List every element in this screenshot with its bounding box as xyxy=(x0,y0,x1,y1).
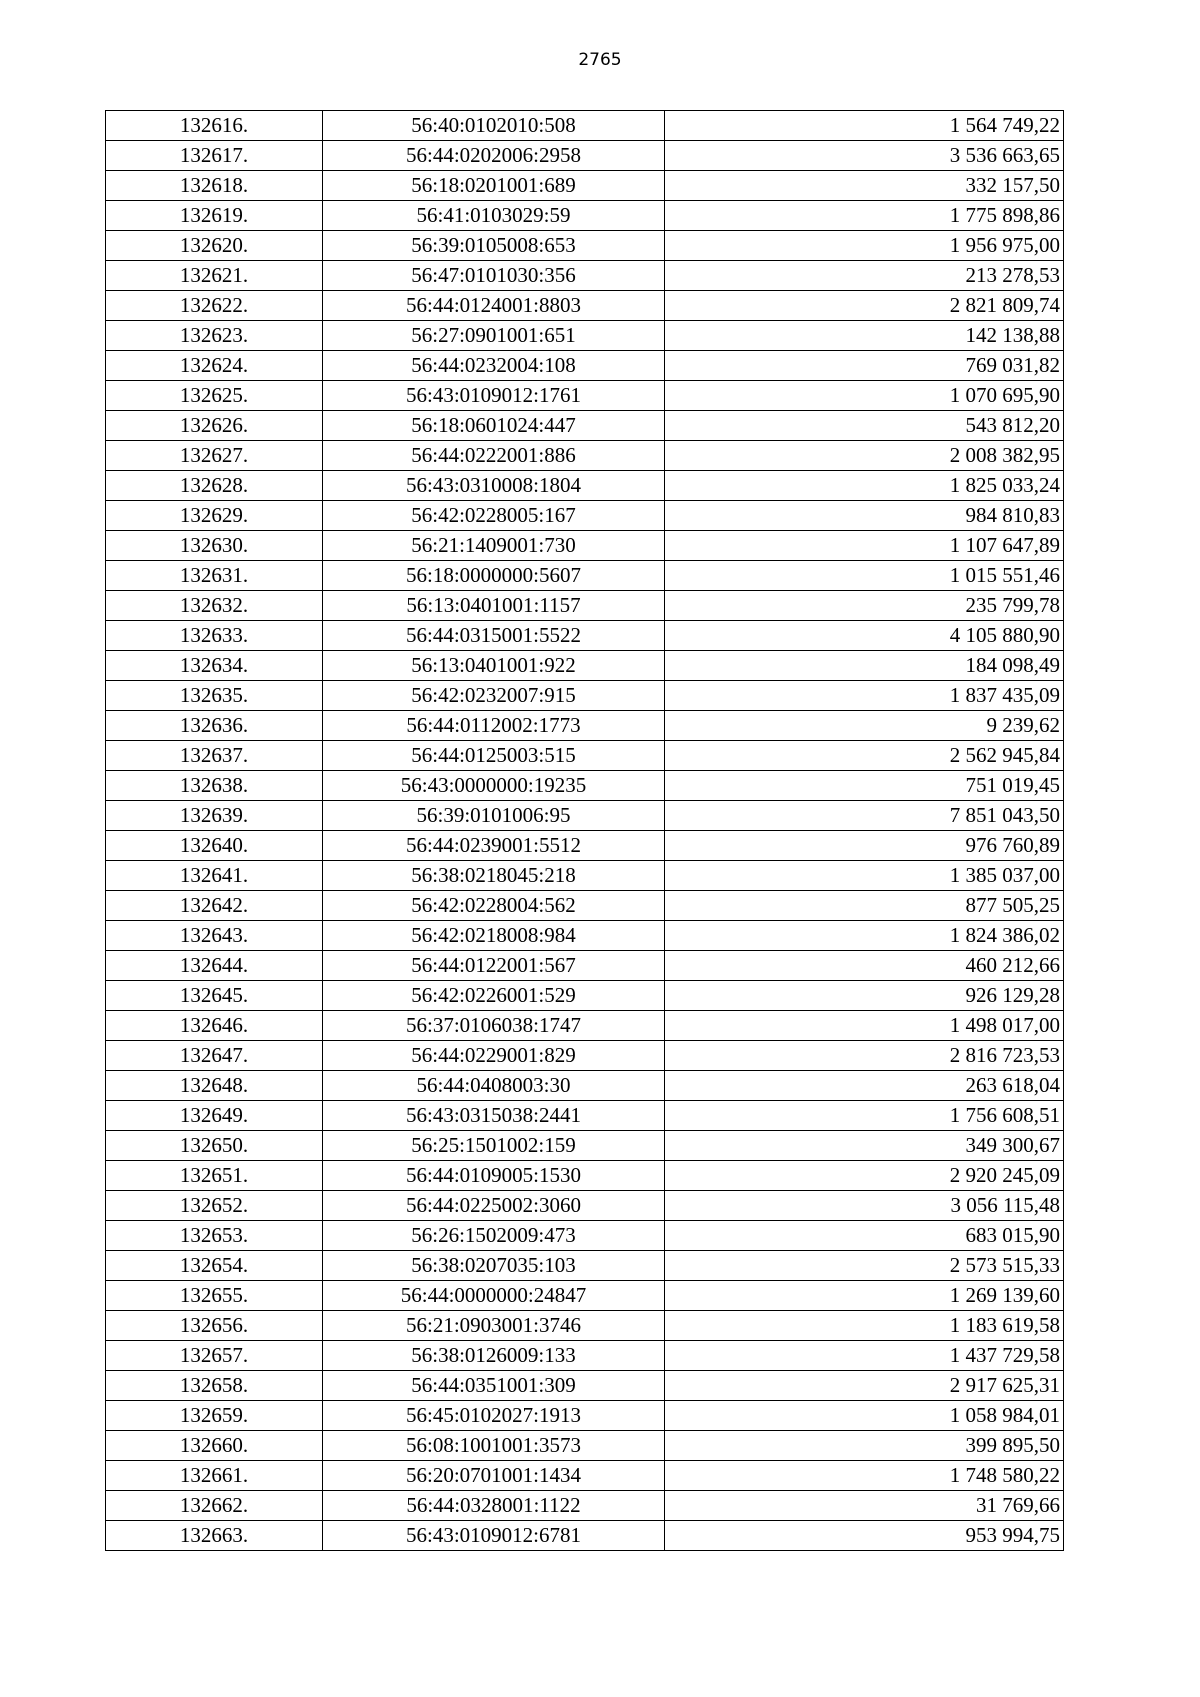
row-number-cell: 132626. xyxy=(106,411,323,441)
value-cell: 1 756 608,51 xyxy=(665,1101,1064,1131)
cadastral-number-cell: 56:13:0401001:922 xyxy=(323,651,665,681)
row-number-cell: 132660. xyxy=(106,1431,323,1461)
table-row xyxy=(106,1041,1064,1071)
row-number-cell: 132659. xyxy=(106,1401,323,1431)
value-cell: 7 851 043,50 xyxy=(665,801,1064,831)
table-row xyxy=(106,681,1064,711)
cadastral-number-cell: 56:43:0109012:1761 xyxy=(323,381,665,411)
row-number-cell: 132641. xyxy=(106,861,323,891)
value-cell: 1 824 386,02 xyxy=(665,921,1064,951)
value-cell: 31 769,66 xyxy=(665,1491,1064,1521)
row-number-cell: 132616. xyxy=(106,111,323,141)
row-number-cell: 132623. xyxy=(106,321,323,351)
table-row xyxy=(106,231,1064,261)
row-number-cell: 132620. xyxy=(106,231,323,261)
cadastral-number-cell: 56:13:0401001:1157 xyxy=(323,591,665,621)
value-cell: 1 058 984,01 xyxy=(665,1401,1064,1431)
row-number-cell: 132649. xyxy=(106,1101,323,1131)
value-cell: 1 437 729,58 xyxy=(665,1341,1064,1371)
cadastral-number-cell: 56:39:0101006:95 xyxy=(323,801,665,831)
table-row xyxy=(106,981,1064,1011)
value-cell: 1 385 037,00 xyxy=(665,861,1064,891)
page-number: 2765 xyxy=(578,50,622,70)
cadastral-number-cell: 56:38:0126009:133 xyxy=(323,1341,665,1371)
table-row xyxy=(106,1221,1064,1251)
value-cell: 1 837 435,09 xyxy=(665,681,1064,711)
table-row xyxy=(106,381,1064,411)
cadastral-number-cell: 56:39:0105008:653 xyxy=(323,231,665,261)
cadastral-number-cell: 56:25:1501002:159 xyxy=(323,1131,665,1161)
value-cell: 683 015,90 xyxy=(665,1221,1064,1251)
row-number-cell: 132629. xyxy=(106,501,323,531)
table-row xyxy=(106,1191,1064,1221)
table-row xyxy=(106,471,1064,501)
row-number-cell: 132658. xyxy=(106,1371,323,1401)
row-number-cell: 132632. xyxy=(106,591,323,621)
table-row xyxy=(106,741,1064,771)
table-row xyxy=(106,291,1064,321)
value-cell: 1 107 647,89 xyxy=(665,531,1064,561)
cadastral-number-cell: 56:42:0226001:529 xyxy=(323,981,665,1011)
row-number-cell: 132640. xyxy=(106,831,323,861)
row-number-cell: 132644. xyxy=(106,951,323,981)
value-cell: 263 618,04 xyxy=(665,1071,1064,1101)
table-row xyxy=(106,1281,1064,1311)
row-number-cell: 132654. xyxy=(106,1251,323,1281)
table-row xyxy=(106,1491,1064,1521)
row-number-cell: 132642. xyxy=(106,891,323,921)
row-number-cell: 132647. xyxy=(106,1041,323,1071)
row-number-cell: 132619. xyxy=(106,201,323,231)
cadastral-value-table xyxy=(105,110,1064,1551)
table-row xyxy=(106,651,1064,681)
row-number-cell: 132618. xyxy=(106,171,323,201)
cadastral-number-cell: 56:44:0351001:309 xyxy=(323,1371,665,1401)
row-number-cell: 132657. xyxy=(106,1341,323,1371)
table-row xyxy=(106,321,1064,351)
row-number-cell: 132624. xyxy=(106,351,323,381)
table-row xyxy=(106,1371,1064,1401)
value-cell: 751 019,45 xyxy=(665,771,1064,801)
value-cell: 2 920 245,09 xyxy=(665,1161,1064,1191)
value-cell: 976 760,89 xyxy=(665,831,1064,861)
cadastral-number-cell: 56:43:0315038:2441 xyxy=(323,1101,665,1131)
value-cell: 1 183 619,58 xyxy=(665,1311,1064,1341)
value-cell: 1 269 139,60 xyxy=(665,1281,1064,1311)
cadastral-number-cell: 56:08:1001001:3573 xyxy=(323,1431,665,1461)
table-row xyxy=(106,111,1064,141)
table-row xyxy=(106,591,1064,621)
row-number-cell: 132661. xyxy=(106,1461,323,1491)
table-row xyxy=(106,141,1064,171)
row-number-cell: 132655. xyxy=(106,1281,323,1311)
value-cell: 2 573 515,33 xyxy=(665,1251,1064,1281)
cadastral-number-cell: 56:40:0102010:508 xyxy=(323,111,665,141)
table-row xyxy=(106,1431,1064,1461)
cadastral-number-cell: 56:38:0218045:218 xyxy=(323,861,665,891)
row-number-cell: 132622. xyxy=(106,291,323,321)
table-row xyxy=(106,1311,1064,1341)
table-row xyxy=(106,861,1064,891)
cadastral-number-cell: 56:44:0239001:5512 xyxy=(323,831,665,861)
row-number-cell: 132648. xyxy=(106,1071,323,1101)
row-number-cell: 132621. xyxy=(106,261,323,291)
cadastral-number-cell: 56:44:0000000:24847 xyxy=(323,1281,665,1311)
table-row xyxy=(106,1401,1064,1431)
row-number-cell: 132628. xyxy=(106,471,323,501)
cadastral-number-cell: 56:44:0222001:886 xyxy=(323,441,665,471)
value-cell: 1 825 033,24 xyxy=(665,471,1064,501)
table-row xyxy=(106,1341,1064,1371)
value-cell: 1 775 898,86 xyxy=(665,201,1064,231)
cadastral-number-cell: 56:42:0228004:562 xyxy=(323,891,665,921)
table-row xyxy=(106,1011,1064,1041)
value-cell: 3 536 663,65 xyxy=(665,141,1064,171)
row-number-cell: 132643. xyxy=(106,921,323,951)
cadastral-number-cell: 56:44:0315001:5522 xyxy=(323,621,665,651)
cadastral-number-cell: 56:42:0232007:915 xyxy=(323,681,665,711)
value-cell: 953 994,75 xyxy=(665,1521,1064,1551)
cadastral-number-cell: 56:42:0228005:167 xyxy=(323,501,665,531)
row-number-cell: 132650. xyxy=(106,1131,323,1161)
cadastral-number-cell: 56:37:0106038:1747 xyxy=(323,1011,665,1041)
cadastral-number-cell: 56:44:0112002:1773 xyxy=(323,711,665,741)
table-row xyxy=(106,1251,1064,1281)
cadastral-number-cell: 56:44:0125003:515 xyxy=(323,741,665,771)
cadastral-number-cell: 56:44:0124001:8803 xyxy=(323,291,665,321)
table-row xyxy=(106,411,1064,441)
cadastral-number-cell: 56:27:0901001:651 xyxy=(323,321,665,351)
value-cell: 235 799,78 xyxy=(665,591,1064,621)
value-cell: 877 505,25 xyxy=(665,891,1064,921)
cadastral-number-cell: 56:18:0201001:689 xyxy=(323,171,665,201)
value-cell: 1 748 580,22 xyxy=(665,1461,1064,1491)
cadastral-number-cell: 56:44:0202006:2958 xyxy=(323,141,665,171)
row-number-cell: 132625. xyxy=(106,381,323,411)
cadastral-number-cell: 56:43:0310008:1804 xyxy=(323,471,665,501)
value-cell: 2 562 945,84 xyxy=(665,741,1064,771)
cadastral-number-cell: 56:21:1409001:730 xyxy=(323,531,665,561)
cadastral-number-cell: 56:45:0102027:1913 xyxy=(323,1401,665,1431)
value-cell: 4 105 880,90 xyxy=(665,621,1064,651)
row-number-cell: 132653. xyxy=(106,1221,323,1251)
value-cell: 926 129,28 xyxy=(665,981,1064,1011)
table-row xyxy=(106,1131,1064,1161)
cadastral-number-cell: 56:20:0701001:1434 xyxy=(323,1461,665,1491)
table-row xyxy=(106,501,1064,531)
row-number-cell: 132645. xyxy=(106,981,323,1011)
row-number-cell: 132637. xyxy=(106,741,323,771)
value-cell: 332 157,50 xyxy=(665,171,1064,201)
cadastral-number-cell: 56:42:0218008:984 xyxy=(323,921,665,951)
table-row xyxy=(106,801,1064,831)
row-number-cell: 132634. xyxy=(106,651,323,681)
cadastral-number-cell: 56:44:0232004:108 xyxy=(323,351,665,381)
row-number-cell: 132646. xyxy=(106,1011,323,1041)
table-row xyxy=(106,441,1064,471)
value-cell: 1 498 017,00 xyxy=(665,1011,1064,1041)
cadastral-number-cell: 56:44:0408003:30 xyxy=(323,1071,665,1101)
table-row xyxy=(106,561,1064,591)
table-row xyxy=(106,1521,1064,1551)
table-row xyxy=(106,351,1064,381)
cadastral-number-cell: 56:21:0903001:3746 xyxy=(323,1311,665,1341)
cadastral-number-cell: 56:18:0000000:5607 xyxy=(323,561,665,591)
cadastral-number-cell: 56:26:1502009:473 xyxy=(323,1221,665,1251)
table-row xyxy=(106,621,1064,651)
cadastral-number-cell: 56:38:0207035:103 xyxy=(323,1251,665,1281)
table-row xyxy=(106,951,1064,981)
value-cell: 349 300,67 xyxy=(665,1131,1064,1161)
cadastral-number-cell: 56:47:0101030:356 xyxy=(323,261,665,291)
table-row xyxy=(106,711,1064,741)
table-row xyxy=(106,1101,1064,1131)
table-row xyxy=(106,771,1064,801)
cadastral-number-cell: 56:44:0328001:1122 xyxy=(323,1491,665,1521)
value-cell: 984 810,83 xyxy=(665,501,1064,531)
row-number-cell: 132636. xyxy=(106,711,323,741)
value-cell: 1 015 551,46 xyxy=(665,561,1064,591)
cadastral-number-cell: 56:44:0109005:1530 xyxy=(323,1161,665,1191)
value-cell: 142 138,88 xyxy=(665,321,1064,351)
table-row xyxy=(106,171,1064,201)
cadastral-number-cell: 56:43:0109012:6781 xyxy=(323,1521,665,1551)
value-cell: 2 008 382,95 xyxy=(665,441,1064,471)
value-cell: 769 031,82 xyxy=(665,351,1064,381)
row-number-cell: 132663. xyxy=(106,1521,323,1551)
row-number-cell: 132638. xyxy=(106,771,323,801)
row-number-cell: 132651. xyxy=(106,1161,323,1191)
cadastral-number-cell: 56:41:0103029:59 xyxy=(323,201,665,231)
row-number-cell: 132617. xyxy=(106,141,323,171)
row-number-cell: 132639. xyxy=(106,801,323,831)
table-row xyxy=(106,1071,1064,1101)
table-row xyxy=(106,1461,1064,1491)
table-row xyxy=(106,891,1064,921)
value-cell: 1 564 749,22 xyxy=(665,111,1064,141)
value-cell: 399 895,50 xyxy=(665,1431,1064,1461)
table-row xyxy=(106,201,1064,231)
row-number-cell: 132627. xyxy=(106,441,323,471)
table-body xyxy=(106,111,1064,1551)
row-number-cell: 132656. xyxy=(106,1311,323,1341)
table-row xyxy=(106,1161,1064,1191)
value-cell: 2 821 809,74 xyxy=(665,291,1064,321)
value-cell: 3 056 115,48 xyxy=(665,1191,1064,1221)
row-number-cell: 132630. xyxy=(106,531,323,561)
row-number-cell: 132635. xyxy=(106,681,323,711)
row-number-cell: 132652. xyxy=(106,1191,323,1221)
value-cell: 2 816 723,53 xyxy=(665,1041,1064,1071)
row-number-cell: 132662. xyxy=(106,1491,323,1521)
value-cell: 2 917 625,31 xyxy=(665,1371,1064,1401)
table-row xyxy=(106,921,1064,951)
table-row xyxy=(106,531,1064,561)
row-number-cell: 132633. xyxy=(106,621,323,651)
value-cell: 184 098,49 xyxy=(665,651,1064,681)
cadastral-number-cell: 56:44:0229001:829 xyxy=(323,1041,665,1071)
cadastral-number-cell: 56:43:0000000:19235 xyxy=(323,771,665,801)
value-cell: 460 212,66 xyxy=(665,951,1064,981)
table-row xyxy=(106,261,1064,291)
cadastral-number-cell: 56:18:0601024:447 xyxy=(323,411,665,441)
value-cell: 1 956 975,00 xyxy=(665,231,1064,261)
value-cell: 1 070 695,90 xyxy=(665,381,1064,411)
value-cell: 543 812,20 xyxy=(665,411,1064,441)
value-cell: 9 239,62 xyxy=(665,711,1064,741)
cadastral-number-cell: 56:44:0225002:3060 xyxy=(323,1191,665,1221)
table-row xyxy=(106,831,1064,861)
value-cell: 213 278,53 xyxy=(665,261,1064,291)
cadastral-number-cell: 56:44:0122001:567 xyxy=(323,951,665,981)
row-number-cell: 132631. xyxy=(106,561,323,591)
